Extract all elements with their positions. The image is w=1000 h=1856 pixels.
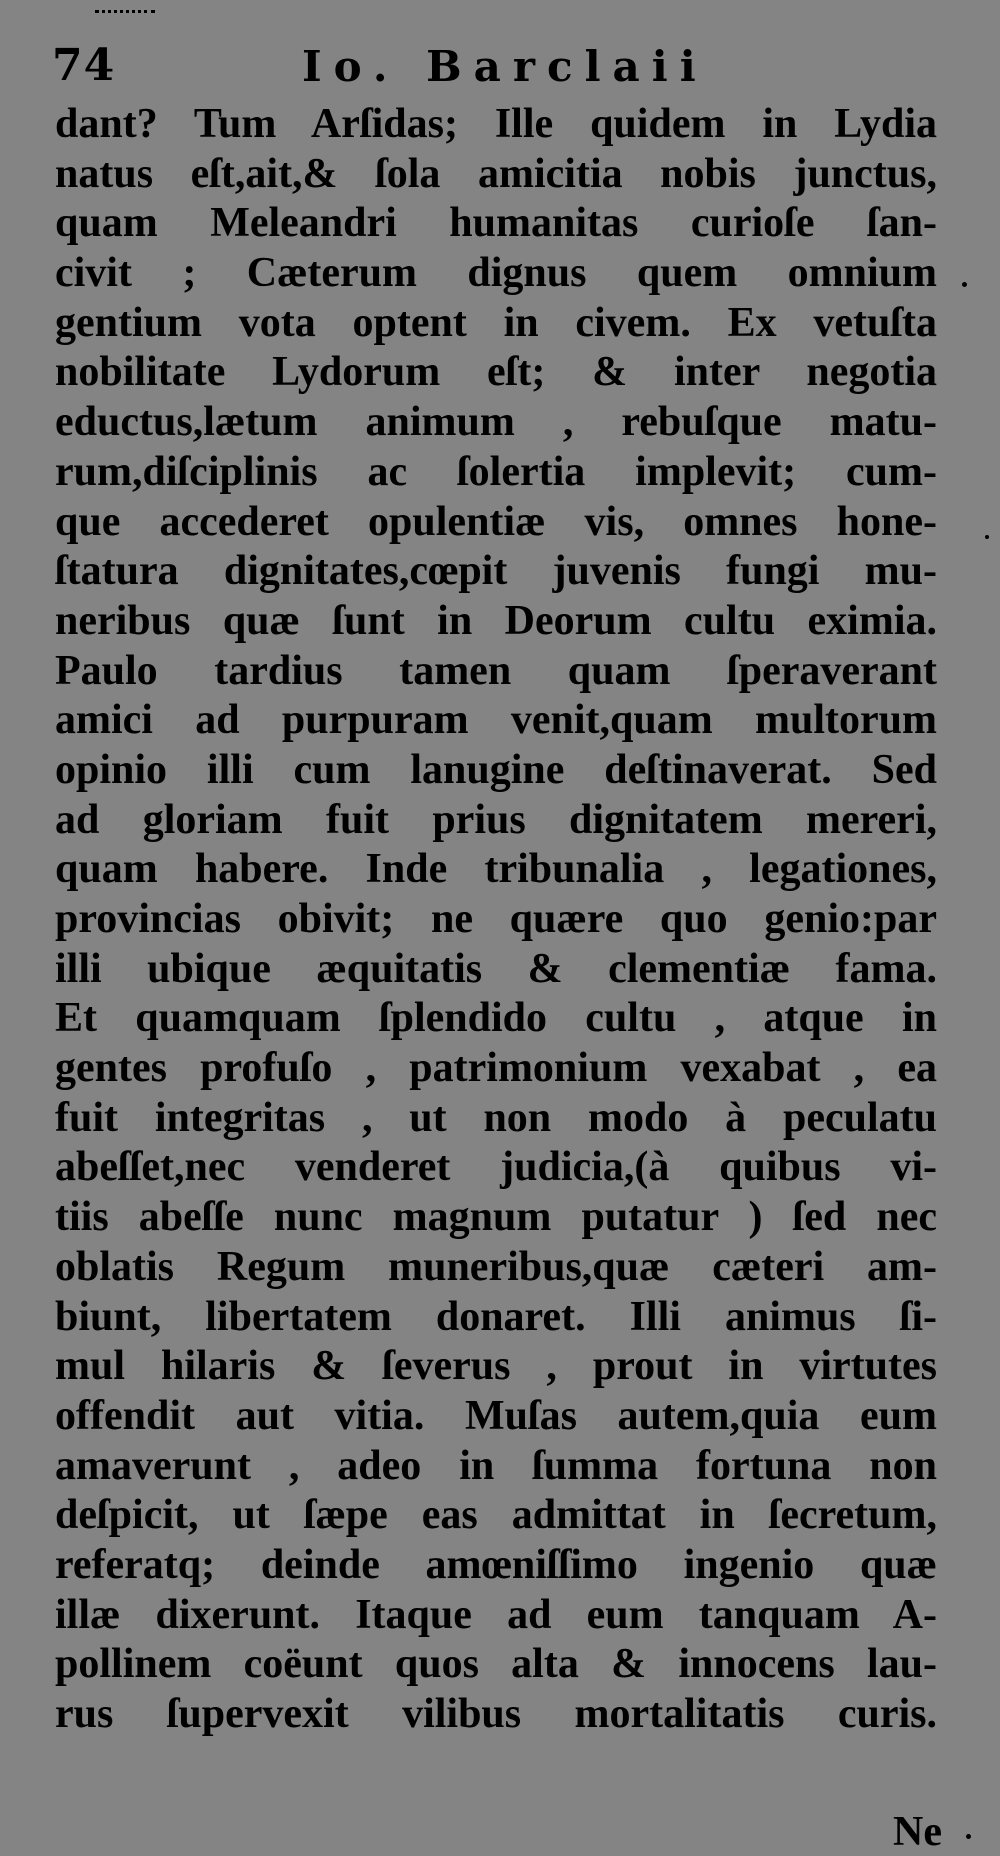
text-line: amaverunt , adeo in ſumma fortuna non xyxy=(55,1442,937,1489)
text-line: opinio illi cum lanugine deſtinaverat. Sed xyxy=(55,746,937,793)
text-line: Paulo tardius tamen quam ſperaverant xyxy=(55,647,937,694)
text-line: ad gloriam fuit prius dignitatem mereri, xyxy=(55,796,937,843)
speck xyxy=(962,282,967,287)
text-line: rus ſupervexit vilibus mortalitatis curis. xyxy=(55,1691,937,1737)
body-text xyxy=(55,100,955,1740)
text-line: tiis abeſſe nunc magnum putatur ) ſed nec xyxy=(55,1194,937,1241)
page-number: 74 xyxy=(52,40,116,91)
page-header xyxy=(52,40,952,100)
text-line: dant? Tum Arſidas; Ille quidem in Lydia xyxy=(55,101,937,147)
text-line: pollinem coëunt quos alta & innocens lau- xyxy=(55,1641,937,1688)
text-line: eductus,lætum animum , rebuſque matu- xyxy=(55,399,937,446)
text-line: que accederet opulentiæ vis, omnes hone- xyxy=(55,498,937,545)
text-line: provincias obivit; ne quære quo genio:par xyxy=(55,896,937,942)
top-edge-mark xyxy=(95,0,155,13)
text-line: quam Meleandri humanitas curioſe ſan- xyxy=(55,200,937,247)
text-line: Et quamquam ſplendido cultu , atque in xyxy=(55,995,937,1042)
speck xyxy=(966,1834,971,1839)
text-line: nobilitate Lydorum eſt; & inter negotia xyxy=(55,349,937,396)
text-line: amici ad purpuram venit,quam multorum xyxy=(55,697,937,744)
text-line: illæ dixerunt. Itaque ad eum tanquam A- xyxy=(55,1591,937,1638)
text-line: biunt, libertatem donaret. Illi animus ſi- xyxy=(55,1293,937,1340)
text-line: natus eſt,ait,& ſola amicitia nobis junctus, xyxy=(55,150,937,197)
text-line: illi ubique æquitatis & clementiæ fama. xyxy=(55,945,937,992)
text-line: rum,diſciplinis ac ſolertia implevit; cum- xyxy=(55,448,937,495)
text-line: neribus quæ ſunt in Deorum cultu eximia. xyxy=(55,597,937,644)
text-line: offendit aut vitia. Muſas autem,quia eum xyxy=(55,1392,937,1439)
text-line: gentes profuſo , patrimonium vexabat , ea xyxy=(55,1045,937,1092)
text-line: civit ; Cæterum dignus quem omnium xyxy=(55,250,937,297)
text-line: mul hilaris & ſeverus , prout in virtutes xyxy=(55,1343,937,1390)
text-line: gentium vota optent in civem. Ex vetuſta xyxy=(55,299,937,346)
text-line: ſtatura dignitates,cœpit juvenis fungi mu- xyxy=(55,548,937,595)
catchword: Ne xyxy=(893,1809,942,1855)
text-line: oblatis Regum muneribus,quæ cæteri am- xyxy=(55,1243,937,1290)
text-line: quam habere. Inde tribunalia , legationes, xyxy=(55,846,937,893)
text-line: abeſſet,nec venderet judicia,(à quibus vi- xyxy=(55,1144,937,1191)
text-line: referatq; deinde amœniſſimo ingenio quæ xyxy=(55,1541,937,1588)
text-line: fuit integritas , ut non modo à peculatu xyxy=(55,1094,937,1141)
speck xyxy=(985,535,989,539)
running-head: Io. Barclaii xyxy=(302,42,708,91)
text-line: deſpicit, ut ſæpe eas admittat in ſecretum, xyxy=(55,1492,937,1539)
